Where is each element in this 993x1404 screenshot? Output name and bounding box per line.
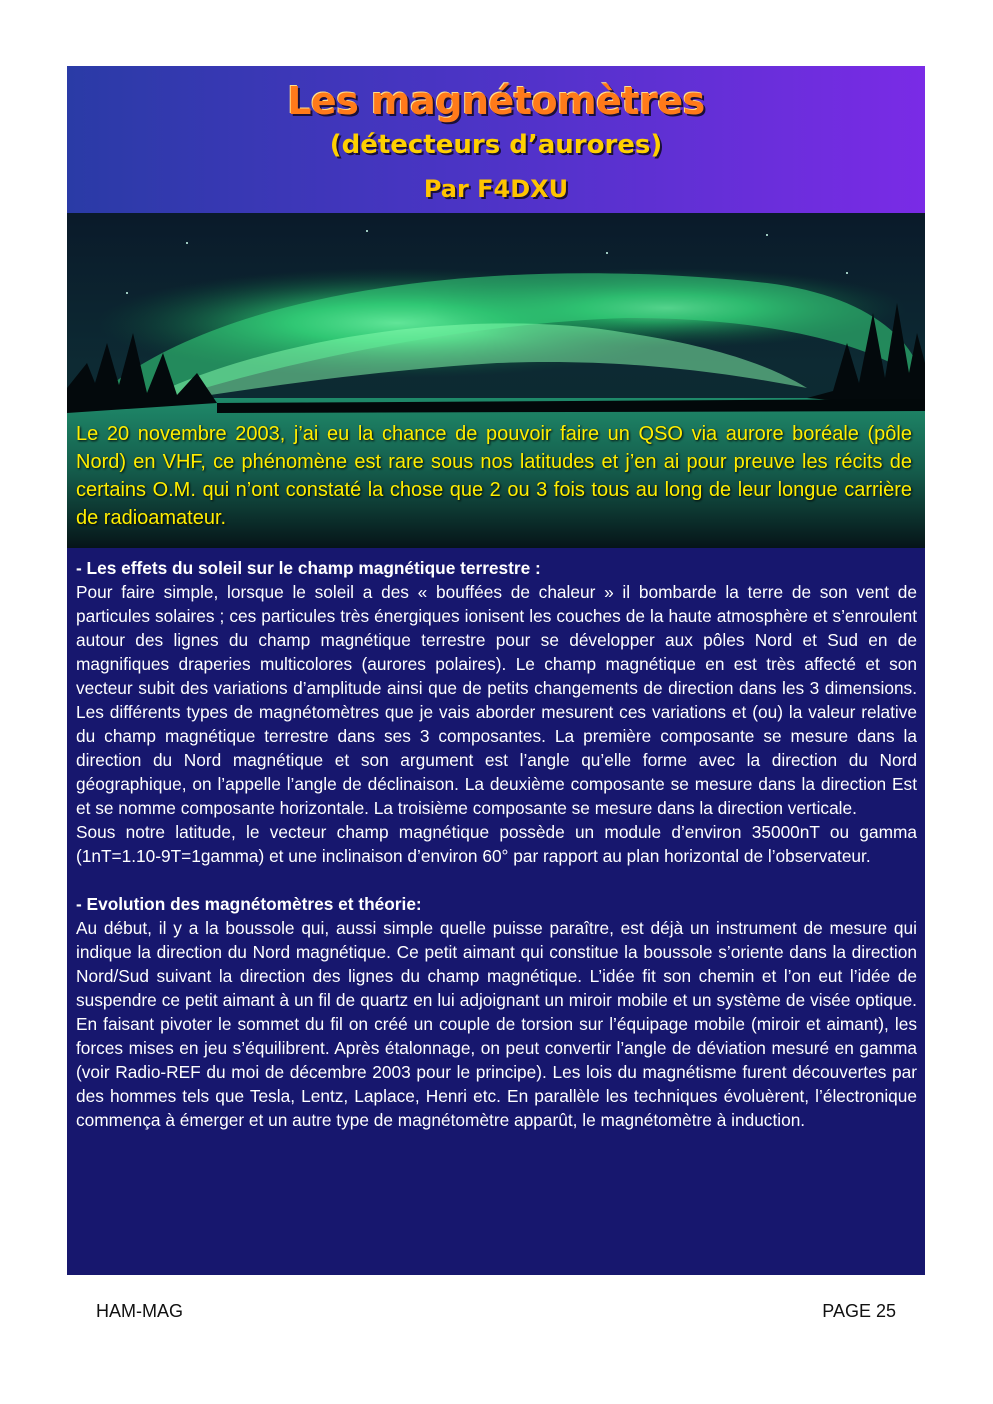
page-title: Les magnétomètres <box>287 79 705 123</box>
paragraph: Sous notre latitude, le vecteur champ magnétique possède un module d’environ 35000nT ou gamma (1nT=1.10-9T=1gamma) et une inclinaison d’environ 60° par rapport au plan horizontal de l’observateur. <box>76 822 917 866</box>
footer-page-number: PAGE 25 <box>822 1301 896 1321</box>
section-heading-evolution: - Evolution des magnétomètres et théorie: <box>76 894 422 914</box>
intro-paragraph: Le 20 novembre 2003, j’ai eu la chance de pouvoir faire un QSO via aurore boréale (pôle Nord) en VHF, ce phénomène est rare sous nos latitudes et j’en ai pour preuve les récits de certains O.M. qui n’ont constaté la chose que 2 ou 3 fois tous au long de leur longue carrière de radioamateur. <box>76 423 912 529</box>
paragraph: Pour faire simple, lorsque le soleil a des « bouffées de chaleur » il bombarde la terre de son vent de particules solaires ; ces particules très énergiques ionisent les couches de la haute atmosphère et s’enroulent autour des lignes du champ magnétique terrestre pour se développer aux pôles Nord et Sud en de magnifiques draperies multicolores (aurores polaires). Le champ magnétique en est très affecté et son vecteur subit des variations d’amplitude ainsi que de petits changements de direction dans les 3 dimensions. Les différents types de magnétomètres que je vais aborder mesurent ces variations et (ou) la valeur relative du champ magnétique terrestre dans ses 3 composantes. La première composante se mesure dans la direction du Nord magnétique et son argument est l’angle qu’elle forme avec la direction du Nord géographique, on l’appelle l’angle de déclinaison. La deuxième composante se mesure dans la direction Est et se nomme composante horizontale. La troisième composante se mesure dans la direction verticale. <box>76 582 917 818</box>
author-byline: Par F4DXU <box>423 175 569 203</box>
page-subtitle: (détecteurs d’aurores) <box>329 130 663 160</box>
title-banner <box>67 66 925 213</box>
footer-magazine-name: HAM-MAG <box>96 1301 183 1321</box>
paragraph: Au début, il y a la boussole qui, aussi simple quelle puisse paraître, est déjà un instrument de mesure qui indique la direction du Nord magnétique. Ce petit aimant qui constitue la boussole s’oriente dans la direction Nord/Sud suivant la direction des lignes du champ magnétique. L’idée fit son chemin et l’on eut l’idée de suspendre ce petit aimant à un fil de quartz en lui adjoignant un miroir mobile et un système de visée optique. En faisant pivoter le sommet du fil on créé un couple de torsion sur l’équipage mobile (miroir et aimant), les forces mises en jeu s’équilibrent. Après étalonnage, on peut convertir l’angle de déviation mesuré en gamma (voir Radio-REF du moi de décembre 2003 pour le principe). Les lois du magnétisme furent découvertes par des hommes tels que Tesla, Lentz, Laplace, Henri etc. En parallèle les techniques évoluèrent, l’électronique commença à émerger et un autre type de magnétomètre apparût, le magnétomètre à induction. <box>76 918 917 1130</box>
section-heading-sun-effects: - Les effets du soleil sur le champ magnétique terrestre : <box>76 558 541 578</box>
article-body <box>67 548 925 1275</box>
